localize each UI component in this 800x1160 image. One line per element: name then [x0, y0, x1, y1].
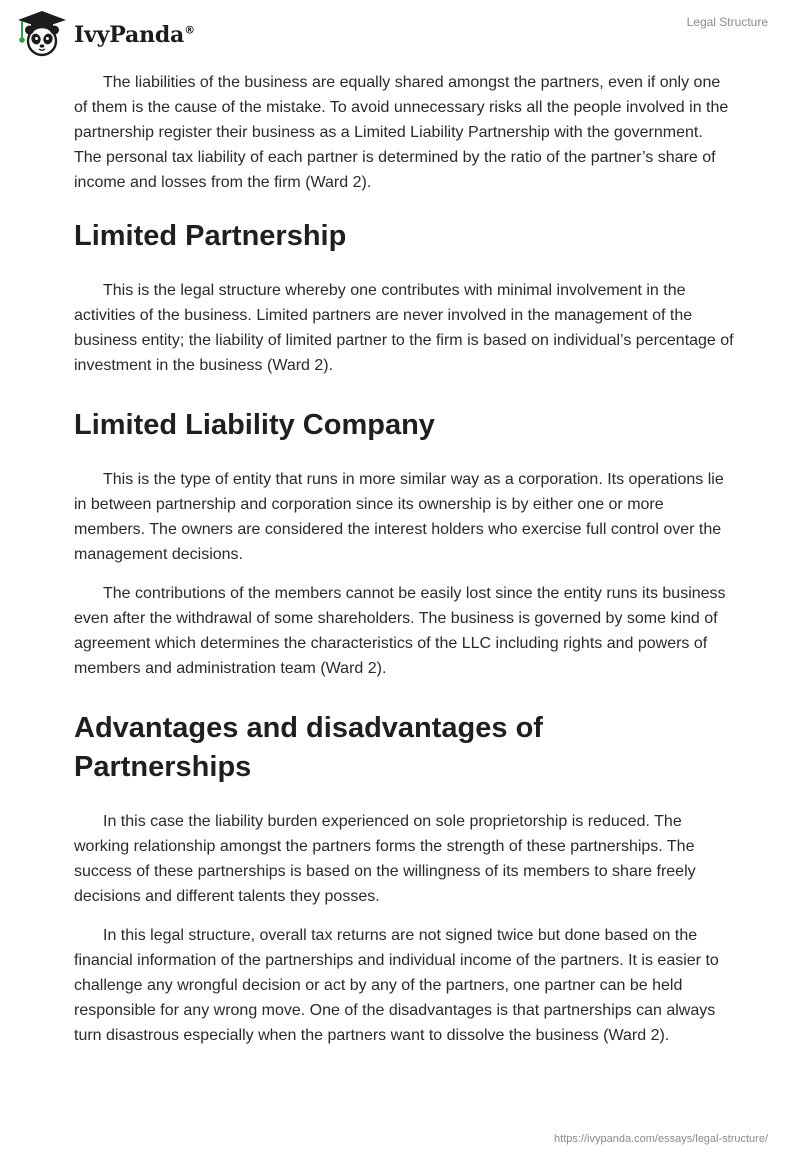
essay-content [74, 70, 734, 1062]
page-header [0, 0, 800, 60]
document-title: Legal Structure [686, 15, 768, 29]
heading-llc: Limited Liability Company [74, 409, 435, 441]
heading-line-1: Advantages and disadvantages of [74, 712, 543, 744]
heading-line-2: Partnerships [74, 751, 252, 783]
paragraph-llc-definition: This is the type of entity that runs in more similar way as a corporation. Its operations lie in between partnership and corporation since its ownership is by either one or more members. The owners are considered the interest holders who exercise full control over the management decisions. [74, 471, 724, 563]
ivypanda-logo[interactable] [14, 8, 195, 58]
source-url-link[interactable]: https://ivypanda.com/essays/legal-structure/ [554, 1133, 768, 1145]
paragraph-advantages: In this case the liability burden experienced on sole proprietorship is reduced. The working relationship amongst the partners forms the strength of these partnerships. The success of these partnerships is based on the willingness of its members to share freely decisions and different talents they posses. [74, 813, 696, 905]
logo-wordmark: IvyPanda® [74, 22, 195, 48]
heading-limited-partnership: Limited Partnership [74, 220, 347, 252]
heading-advantages-disadvantages [74, 709, 734, 787]
panda-graduate-icon [14, 8, 70, 58]
paragraph-liabilities: The liabilities of the business are equally shared amongst the partners, even if only one of them is the cause of the mistake. To avoid unnecessary risks all the people involved in the partnership register their business as a Limited Liability Partnership with the government. The personal tax liability of each partner is determined by the ratio of the partner’s share of income and losses from the firm (Ward 2). [74, 74, 729, 191]
paragraph-tax-returns: In this legal structure, overall tax returns are not signed twice but done based on the financial information of the partnerships and individual income of the partners. It is easier to challenge any wrongful decision or act by any of the partners, one partner can be held responsible for any wrong move. One of the disadvantages is that partnerships can always turn disastrous especially when the partners want to dissolve the business (Ward 2). [74, 927, 719, 1044]
paragraph-llc-contributions: The contributions of the members cannot be easily lost since the entity runs its business even after the withdrawal of some shareholders. The business is governed by some kind of agreement which determines the characteristics of the LLC including rights and powers of members and administration team (Ward 2). [74, 585, 726, 677]
paragraph-limited-partnership: This is the legal structure whereby one contributes with minimal involvement in the activities of the business. Limited partners are never involved in the management of the business entity; the liability of limited partner to the firm is based on individual’s percentage of investment in the business (Ward 2). [74, 282, 734, 374]
